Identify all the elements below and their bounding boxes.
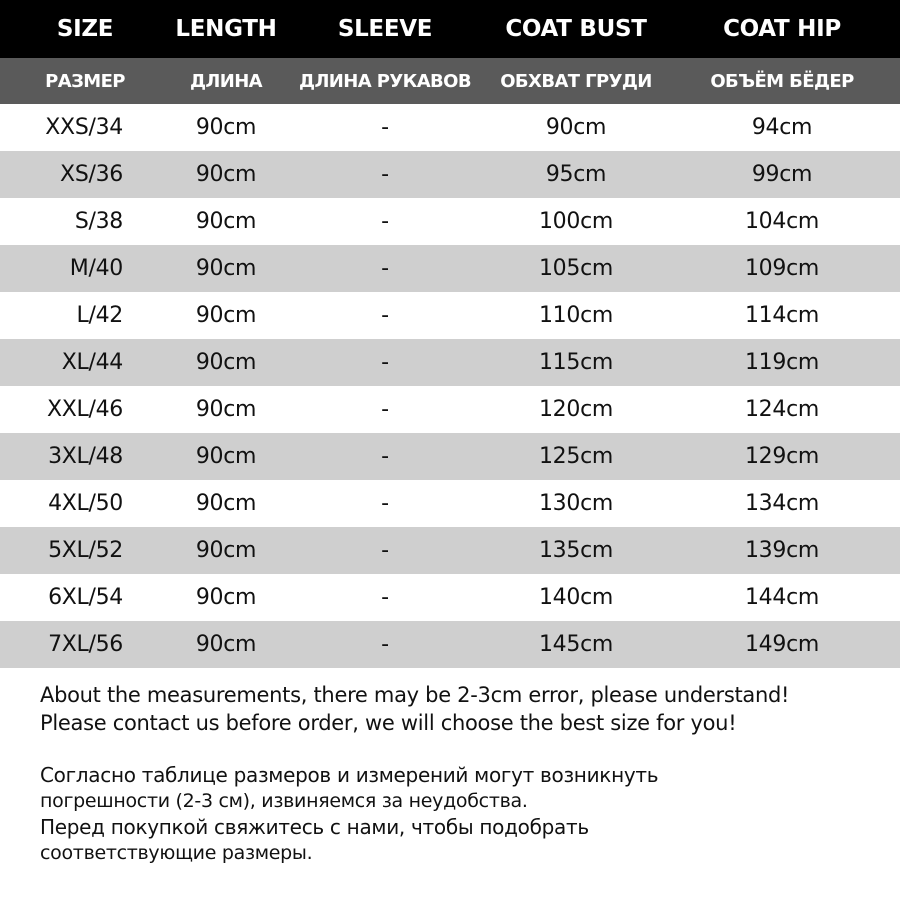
coat-bust-cell: 130cm — [538, 491, 614, 516]
size-cell: 7XL/56 — [48, 632, 123, 657]
sleeve-cell: - — [381, 350, 389, 375]
length-cell: 90cm — [195, 397, 257, 422]
sleeve-cell: - — [381, 162, 389, 187]
coat-bust-cell: 140cm — [538, 585, 614, 610]
sleeve-cell: - — [381, 256, 389, 281]
note-line: погрешности (2-3 см), извиняемся за неудобства. — [40, 790, 528, 812]
length-cell: 90cm — [195, 538, 257, 563]
header-sleeve-ru: ДЛИНА РУКАВОВ — [299, 70, 471, 92]
length-cell: 90cm — [195, 162, 257, 187]
size-cell: XXL/46 — [46, 397, 123, 422]
table-row — [0, 621, 900, 668]
coat-bust-cell: 115cm — [538, 350, 614, 375]
size-cell: M/40 — [69, 256, 123, 281]
size-cell: 3XL/48 — [48, 444, 123, 469]
sleeve-cell: - — [381, 444, 389, 469]
sleeve-cell: - — [381, 209, 389, 234]
length-cell: 90cm — [195, 632, 257, 657]
table-row — [0, 339, 900, 386]
coat-hip-cell: 119cm — [744, 350, 820, 375]
length-cell: 90cm — [195, 256, 257, 281]
length-cell: 90cm — [195, 491, 257, 516]
table-row — [0, 151, 900, 198]
coat-bust-cell: 90cm — [545, 115, 607, 140]
sleeve-cell: - — [381, 115, 389, 140]
size-cell: L/42 — [76, 303, 123, 328]
coat-bust-cell: 110cm — [538, 303, 614, 328]
table-row — [0, 574, 900, 621]
header-length-ru: ДЛИНА — [189, 70, 263, 92]
coat-hip-cell: 139cm — [744, 538, 820, 563]
length-cell: 90cm — [195, 585, 257, 610]
size-cell: XL/44 — [61, 350, 123, 375]
coat-hip-cell: 94cm — [751, 115, 813, 140]
coat-bust-cell: 125cm — [538, 444, 614, 469]
length-cell: 90cm — [195, 303, 257, 328]
sleeve-cell: - — [381, 303, 389, 328]
table-body — [0, 104, 900, 668]
notes-english — [40, 681, 890, 737]
sleeve-cell: - — [381, 538, 389, 563]
header-size-ru: РАЗМЕР — [45, 70, 125, 92]
table-row — [0, 433, 900, 480]
header-sleeve: SLEEVE — [337, 16, 433, 42]
size-cell: XS/36 — [60, 162, 123, 187]
length-cell: 90cm — [195, 115, 257, 140]
size-cell: S/38 — [74, 209, 123, 234]
header-coat-bust-ru: ОБХВАТ ГРУДИ — [500, 70, 652, 92]
table-row — [0, 480, 900, 527]
coat-hip-cell: 149cm — [744, 632, 820, 657]
coat-bust-cell: 100cm — [538, 209, 614, 234]
sleeve-cell: - — [381, 397, 389, 422]
table-row — [0, 198, 900, 245]
coat-bust-cell: 105cm — [538, 256, 614, 281]
size-cell: 4XL/50 — [48, 491, 123, 516]
note-line: Please contact us before order, we will choose the best size for you! — [40, 711, 737, 735]
notes-russian — [40, 762, 890, 866]
size-cell: XXS/34 — [45, 115, 123, 140]
note-line: Согласно таблице размеров и измерений могут возникнуть — [40, 763, 659, 787]
header-row-ru — [0, 58, 900, 104]
table-row — [0, 245, 900, 292]
coat-hip-cell: 109cm — [744, 256, 820, 281]
table-row — [0, 386, 900, 433]
coat-bust-cell: 135cm — [538, 538, 614, 563]
table-row — [0, 292, 900, 339]
coat-hip-cell: 134cm — [744, 491, 820, 516]
coat-hip-cell: 114cm — [744, 303, 820, 328]
header-length: LENGTH — [175, 16, 277, 42]
note-line: соответствующие размеры. — [40, 842, 313, 864]
length-cell: 90cm — [195, 350, 257, 375]
note-line: Перед покупкой свяжитесь с нами, чтобы подобрать — [40, 815, 589, 839]
header-coat-hip-ru: ОБЪЁМ БЁДЕР — [710, 70, 854, 92]
coat-hip-cell: 129cm — [744, 444, 820, 469]
sleeve-cell: - — [381, 491, 389, 516]
table-row — [0, 104, 900, 151]
length-cell: 90cm — [195, 209, 257, 234]
header-size: SIZE — [56, 16, 114, 42]
header-coat-bust: COAT BUST — [505, 16, 647, 42]
header-row-en — [0, 0, 900, 58]
coat-bust-cell: 145cm — [538, 632, 614, 657]
coat-hip-cell: 124cm — [744, 397, 820, 422]
coat-hip-cell: 104cm — [744, 209, 820, 234]
coat-hip-cell: 144cm — [744, 585, 820, 610]
coat-bust-cell: 120cm — [538, 397, 614, 422]
length-cell: 90cm — [195, 444, 257, 469]
sleeve-cell: - — [381, 632, 389, 657]
coat-hip-cell: 99cm — [751, 162, 813, 187]
size-cell: 5XL/52 — [48, 538, 123, 563]
note-line: About the measurements, there may be 2-3cm error, please understand! — [40, 683, 790, 707]
sleeve-cell: - — [381, 585, 389, 610]
table-row — [0, 527, 900, 574]
header-coat-hip: COAT HIP — [723, 16, 841, 42]
coat-bust-cell: 95cm — [545, 162, 607, 187]
size-cell: 6XL/54 — [48, 585, 123, 610]
